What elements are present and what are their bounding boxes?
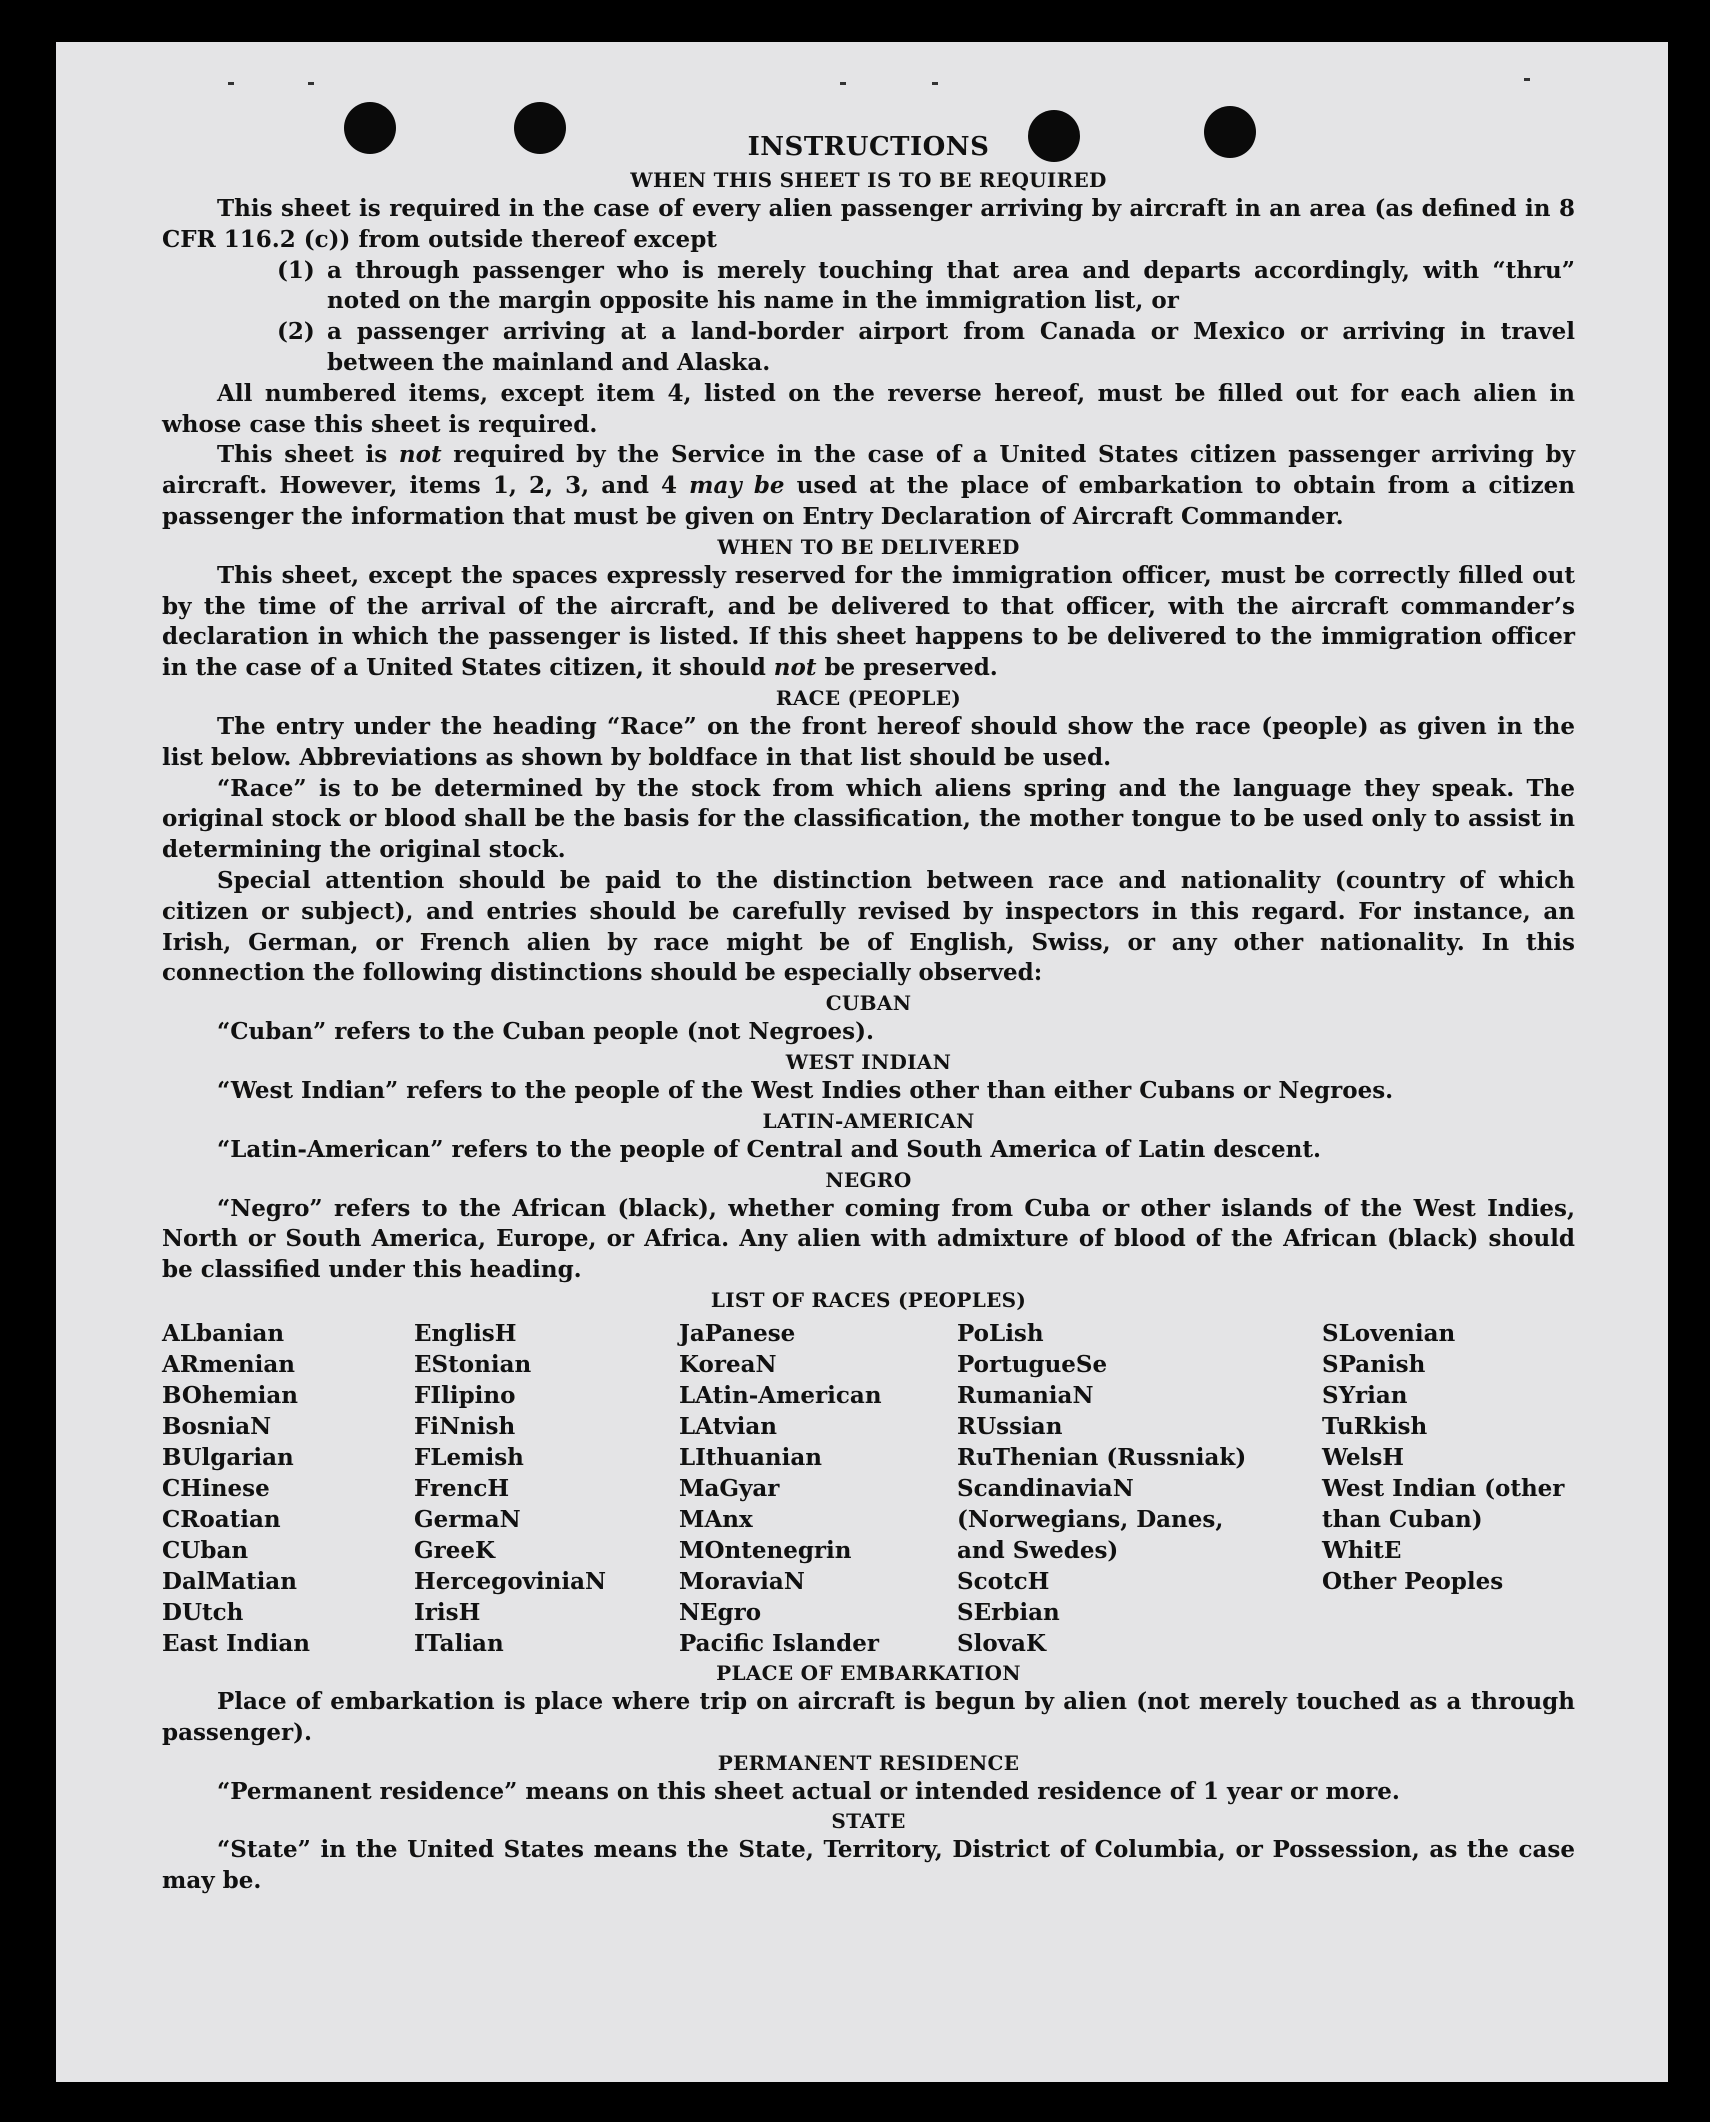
paragraph <box>162 440 1575 532</box>
scan-mark <box>1524 78 1530 81</box>
paragraph: “West Indian” refers to the people of the West Indies other than either Cubans or Negroes. <box>217 1076 1394 1104</box>
race-entry: Other Peoples <box>1322 1567 1504 1595</box>
race-entry: BosniaN <box>162 1412 272 1440</box>
paragraph: “Latin-American” refers to the people of Central and South America of Latin descent. <box>217 1135 1321 1163</box>
race-entry: MoraviaN <box>679 1567 805 1595</box>
section-heading: WHEN THIS SHEET IS TO BE REQUIRED <box>630 168 1107 192</box>
item-text: a through passenger who is merely touching that area and departs accordingly, with “thru” noted on the margin opposite his name in the immigration list, or <box>327 256 1575 315</box>
race-entry: CRoatian <box>162 1505 281 1533</box>
race-entry: Pacific Islander <box>679 1629 879 1657</box>
text-run: be preserved. <box>816 654 998 682</box>
paragraph <box>162 561 1575 684</box>
section-heading: WHEN TO BE DELIVERED <box>717 534 1020 559</box>
race-entry: HercegoviniaN <box>414 1567 607 1595</box>
race-entry: East Indian <box>162 1629 310 1657</box>
paragraph: “State” in the United States means the State, Territory, District of Columbia, or Possession, as the case may be. <box>162 1836 1575 1895</box>
instructions-content <box>162 120 1575 1897</box>
race-entry: ScandinaviaN (Norwegians, Danes, and Swedes) <box>957 1474 1224 1564</box>
text-run: required by the Service in the case of a United States citizen passenger arriving by aircraft. However, items 1, 2, 3, and 4 <box>162 441 1575 500</box>
race-entry: CUban <box>162 1536 249 1564</box>
paragraph: “Permanent residence” means on this sheet actual or intended residence of 1 year or more. <box>217 1777 1400 1805</box>
italic-text: may be <box>689 472 785 500</box>
races-column <box>414 1318 679 1659</box>
race-entry: FLemish <box>414 1443 524 1471</box>
race-entry: SYrian <box>1322 1381 1408 1409</box>
list-item <box>277 317 1575 379</box>
race-entry: SLovenian <box>1322 1319 1456 1347</box>
race-entry: West Indian (other than Cuban) <box>1322 1474 1565 1533</box>
paragraph: The entry under the heading “Race” on the front hereof should show the race (people) as given in the list below. Abbreviations as shown by boldface in that list should be used. <box>162 712 1575 771</box>
text-run: This sheet, except the spaces expressly reserved for the immigration officer, must be correctly filled out by the time of the arrival of the aircraft, and be delivered to that officer, with the aircraft commander’s declaration in which the passenger is listed. If this sheet happens to be delivered to the immigration officer in the case of a United States citizen, it should <box>162 561 1575 682</box>
race-entry: WelsH <box>1322 1443 1405 1471</box>
race-entry: SlovaK <box>957 1629 1046 1657</box>
race-entry: RumaniaN <box>957 1381 1094 1409</box>
paragraph: “Negro” refers to the African (black), whether coming from Cuba or other islands of the West Indies, North or South America, Europe, or Africa. Any alien with admixture of blood of the African (black) should be classified under this heading. <box>162 1194 1575 1284</box>
race-entry: NEgro <box>679 1598 762 1626</box>
races-column <box>679 1318 957 1659</box>
race-entry: SPanish <box>1322 1350 1426 1378</box>
scan-mark <box>228 82 234 85</box>
italic-text: not <box>773 654 817 682</box>
section-heading: CUBAN <box>825 991 912 1016</box>
race-entry: EnglisH <box>414 1319 517 1347</box>
paragraph: “Cuban” refers to the Cuban people (not Negroes). <box>217 1018 875 1046</box>
races-column <box>162 1318 414 1659</box>
race-entry: MAnx <box>679 1505 753 1533</box>
paragraph: Special attention should be paid to the distinction between race and nationality (country of which citizen or subject), and entries should be carefully revised by inspectors in this regard. For instance, an Irish, German, or French alien by race might be of English, Swiss, or any other nationality. In this connection the following distinctions should be especially observed: <box>162 866 1575 987</box>
paragraph: “Race” is to be determined by the stock from which aliens spring and the language they speak. The original stock or blood shall be the basis for the classification, the mother tongue to be used only to assist in determining the original stock. <box>162 774 1575 864</box>
text-run: used at the place of embarkation to obtain from a citizen passenger the information that must be given on Entry Declaration of Aircraft Commander. <box>162 472 1576 530</box>
race-entry: DalMatian <box>162 1567 297 1595</box>
section-heading: WEST INDIAN <box>785 1049 952 1074</box>
italic-text: not <box>398 441 442 469</box>
race-entry: BOhemian <box>162 1381 298 1409</box>
race-entry: KoreaN <box>679 1350 777 1378</box>
text-run: This sheet is <box>217 441 399 469</box>
scan-mark <box>932 82 938 85</box>
race-entry: GreeK <box>414 1536 496 1564</box>
races-column <box>957 1318 1322 1659</box>
section-heading: RACE (PEOPLE) <box>775 685 962 710</box>
section-heading: PLACE OF EMBARKATION <box>716 1660 1021 1685</box>
race-entry: RuThenian (Russniak) <box>957 1443 1247 1471</box>
section-heading: LIST OF RACES (PEOPLES) <box>710 1287 1027 1312</box>
races-column <box>1322 1318 1575 1659</box>
race-entry: LAtvian <box>679 1412 777 1440</box>
paragraph: All numbered items, except item 4, listed on the reverse hereof, must be filled out for each alien in whose case this sheet is required. <box>162 379 1575 438</box>
race-entry: PortugueSe <box>957 1350 1108 1378</box>
race-entry: JaPanese <box>679 1319 796 1347</box>
race-entry: MaGyar <box>679 1474 780 1502</box>
race-entry: TuRkish <box>1322 1412 1428 1440</box>
race-entry: LAtin-American <box>679 1381 882 1409</box>
race-entry: RUssian <box>957 1412 1063 1440</box>
race-entry: CHinese <box>162 1474 270 1502</box>
race-entry: IrisH <box>414 1598 481 1626</box>
section-heading: STATE <box>831 1809 906 1834</box>
scan-mark <box>308 82 314 85</box>
document-sheet <box>56 42 1668 2082</box>
page-title: INSTRUCTIONS <box>747 132 990 162</box>
item-text: a passenger arriving at a land-border airport from Canada or Mexico or arriving in travel between the mainland and Alaska. <box>327 318 1575 376</box>
race-entry: FIlipino <box>414 1381 516 1409</box>
race-entry: GermaN <box>414 1505 521 1533</box>
race-entry: ITalian <box>414 1629 504 1657</box>
section-heading: NEGRO <box>825 1167 912 1192</box>
item-number: (1) <box>277 256 315 284</box>
race-entry: LIthuanian <box>679 1443 822 1471</box>
list-item <box>277 256 1575 318</box>
paragraph: Place of embarkation is place where trip on aircraft is begun by alien (not merely touched as a through passenger). <box>162 1687 1575 1746</box>
section-heading: PERMANENT RESIDENCE <box>717 1750 1020 1775</box>
section-heading: LATIN-AMERICAN <box>762 1108 975 1133</box>
race-entry: FiNnish <box>414 1412 516 1440</box>
races-list <box>162 1318 1575 1659</box>
paragraph: This sheet is required in the case of every alien passenger arriving by aircraft in an area (as defined in 8 CFR 116.2 (c)) from outside thereof except <box>162 195 1575 253</box>
race-entry: DUtch <box>162 1598 244 1626</box>
race-entry: SErbian <box>957 1598 1060 1626</box>
race-entry: ARmenian <box>162 1350 296 1378</box>
race-entry: MOntenegrin <box>679 1536 852 1564</box>
race-entry: EStonian <box>414 1350 532 1378</box>
race-entry: ScotcH <box>957 1567 1050 1595</box>
race-entry: WhitE <box>1322 1536 1402 1564</box>
race-entry: ALbanian <box>162 1319 285 1347</box>
race-entry: PoLish <box>957 1319 1044 1347</box>
race-entry: BUlgarian <box>162 1443 294 1471</box>
scan-mark <box>840 82 846 85</box>
race-entry: FrencH <box>414 1474 510 1502</box>
item-number: (2) <box>277 318 315 346</box>
